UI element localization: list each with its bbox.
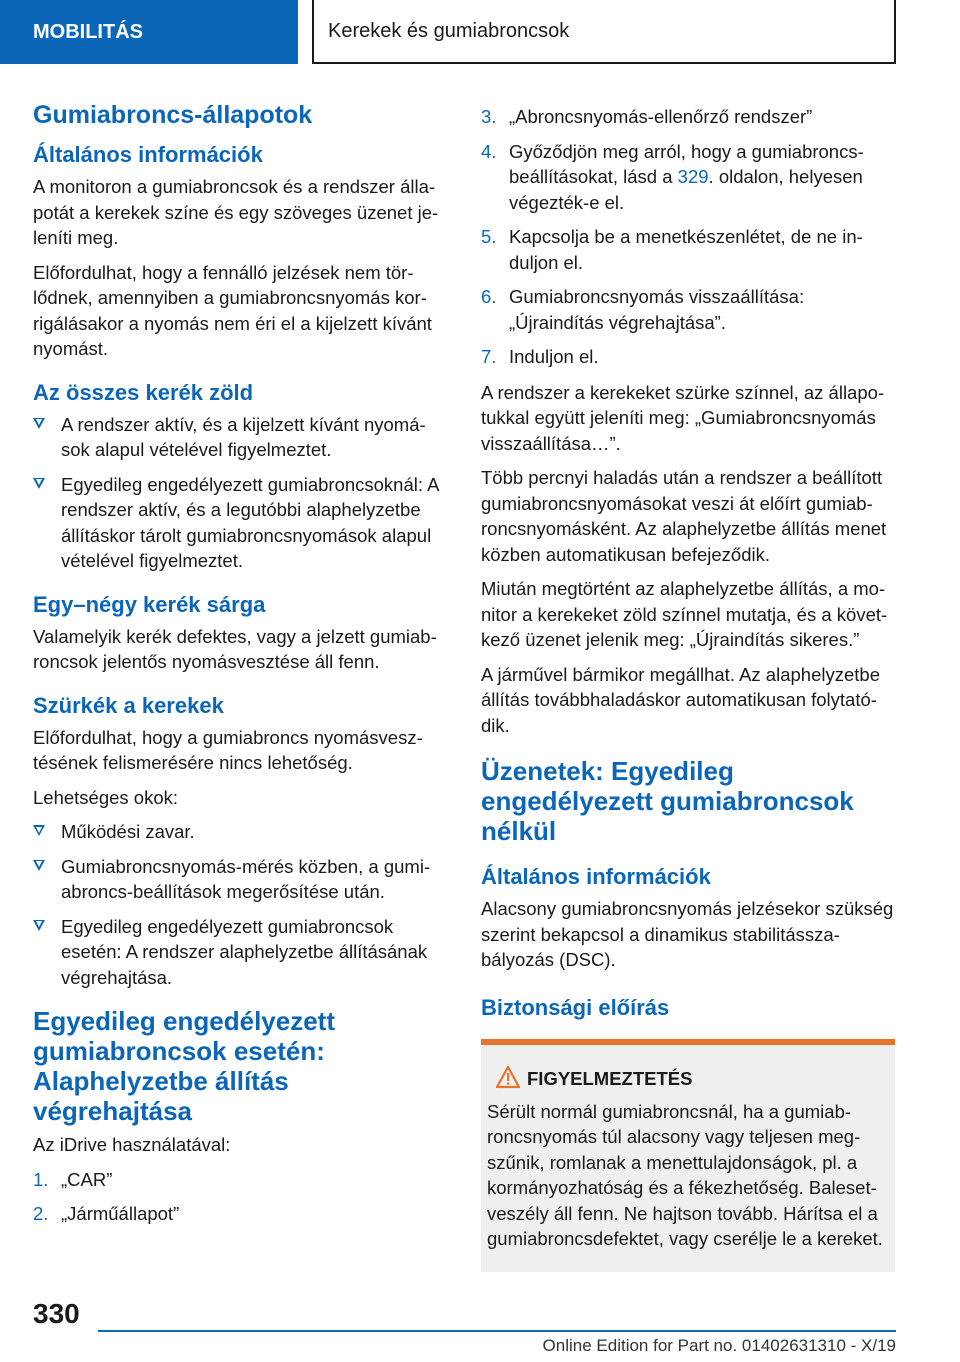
warning-triangle-icon	[495, 1065, 521, 1089]
step-item: 5. Kapcsolja be a menetkészenlétet, de ne induljon el.	[481, 226, 863, 273]
warning-title: FIGYELMEZTETÉS	[487, 1067, 885, 1091]
general-paragraph: Alacsony gumiabroncsnyomás jelzésekor szükség szerint bekapcsol a dinamikus stabilitásszabályozás (DSC).	[481, 898, 894, 970]
section-title: Gumiabroncs-állapotok	[33, 101, 313, 129]
footer-edition: Online Edition for Part no. 01402631310 - X/19	[542, 1336, 896, 1355]
list-item: Működési zavar.	[33, 819, 447, 845]
bullet-triangle-icon	[33, 478, 45, 489]
bullet-triangle-icon	[33, 860, 45, 871]
list-item: Egyedileg engedélyezett gumiabroncsok esetén: A rendszer alaphelyzetbe állításának végrehajtása.	[33, 914, 447, 991]
step-item: 4. Győződjön meg arról, hogy a gumiabroncs-beállításokat, lásd a 329. oldalon, helyesen végezték-e el.	[481, 140, 864, 213]
step-item: 7. Induljon el.	[481, 346, 599, 367]
messages-heading: Üzenetek: Egyedileg engedélyezett gumiabroncsok nélkül	[481, 756, 854, 846]
general-paragraph-2: Előfordulhat, hogy a fennálló jelzések nem törlődnek, amennyiben a gumiabroncsnyomás korrigálásakor a nyomás nem éri el a kijelzett kívánt nyomást.	[33, 261, 432, 359]
paragraph: A rendszer a kerekeket szürke színnel, az állapotukkal együtt jeleníti meg: „Gumiabroncsnyomás visszaállítása…”.	[481, 381, 885, 454]
green-list	[33, 412, 447, 574]
general-heading: Általános információk	[33, 142, 263, 167]
chapter-title: Kerekek és gumiabroncsok	[312, 0, 896, 64]
footer-divider	[98, 1330, 896, 1332]
warning-box	[481, 1039, 895, 1272]
general-paragraph-1: A monitoron a gumiabroncsok és a rendszer állapotát a kerekek színe és egy szöveges üzenet jeleníti meg.	[33, 176, 439, 248]
general-heading-2: Általános információk	[481, 864, 711, 889]
step-item: 1. „CAR”	[33, 1168, 113, 1190]
grey-paragraph-2: Lehetséges okok:	[33, 786, 179, 808]
bullet-triangle-icon	[33, 920, 45, 931]
reset-heading: Egyedileg engedélyezett gumiabroncsok esetén: Alaphelyzetbe állítás végrehajtása	[33, 1006, 335, 1126]
step-item: 3. „Abroncsnyomás-ellenőrző rendszer”	[481, 106, 813, 127]
reset-steps	[33, 1167, 447, 1227]
grey-heading: Szürkék a kerekek	[33, 692, 224, 718]
grey-paragraph-1: Előfordulhat, hogy a gumiabroncs nyomásvesztésének felismerésére nincs lehetőség.	[33, 726, 423, 773]
list-item: Gumiabroncsnyomás-mérés közben, a gumiabroncs-beállítások megerősítése után.	[33, 854, 447, 905]
step-item: 2. „Járműállapot”	[33, 1203, 180, 1224]
paragraph: Több percnyi haladás után a rendszer a beállított gumiabroncsnyomásokat veszi át előírt gumiabroncsnyomásként. Az alaphelyzetbe állítás menet közben automatikusan befejeződik.	[481, 467, 887, 565]
page-number: 330	[33, 1298, 80, 1329]
paragraph: A járművel bármikor megállhat. Az alaphelyzetbe állítás továbbhaladáskor automatikusan folytatódik.	[481, 663, 880, 736]
list-item: A rendszer aktív, és a kijelzett kívánt nyomások alapul vételével figyelmeztet.	[33, 412, 447, 463]
left-column	[33, 100, 447, 1237]
bullet-triangle-icon	[33, 825, 45, 836]
yellow-paragraph: Valamelyik kerék defektes, vagy a jelzett gumiabroncsok jelentős nyomásvesztése áll fenn.	[33, 625, 437, 672]
reset-paragraph: Az iDrive használatával:	[33, 1134, 231, 1155]
bullet-triangle-icon	[33, 418, 45, 429]
page-link[interactable]: 329	[677, 166, 709, 187]
step-item: 6. Gumiabroncsnyomás visszaállítása: „Újraindítás végrehajtása”.	[481, 286, 805, 333]
safety-heading: Biztonsági előírás	[481, 994, 670, 1020]
right-column	[481, 100, 895, 1272]
page-header	[0, 0, 960, 64]
paragraph: Miután megtörtént az alaphelyzetbe állítás, a monitor a kerekeket zöld színnel mutatja, és a következő üzenet jelenik meg: „Újraindítás sikeres.”	[481, 578, 888, 650]
list-item: Egyedileg engedélyezett gumiabroncsoknál: A rendszer aktív, és a legutóbbi alaphelyzetbe állításkor tárolt gumiabroncsnyomások alapul vételével figyelmeztet.	[33, 472, 447, 574]
green-heading: Az összes kerék zöld	[33, 379, 254, 405]
reset-steps-continued	[481, 104, 895, 370]
yellow-heading: Egy–négy kerék sárga	[33, 591, 266, 617]
warning-text: Sérült normál gumiabroncsnál, ha a gumiabroncsnyomás túl alacsony vagy teljesen megszűnik, romlanak a menettulajdonságok, pl. a kormányozhatóság és a fékezhetőség. Balesetveszély áll fenn. Ne hajtson tovább. Hárítsa el a gumiabroncsdefektet, vagy cserélje le a kereket.	[487, 1100, 883, 1249]
grey-list	[33, 819, 447, 990]
section-tab[interactable]: MOBILITÁS	[0, 0, 298, 64]
